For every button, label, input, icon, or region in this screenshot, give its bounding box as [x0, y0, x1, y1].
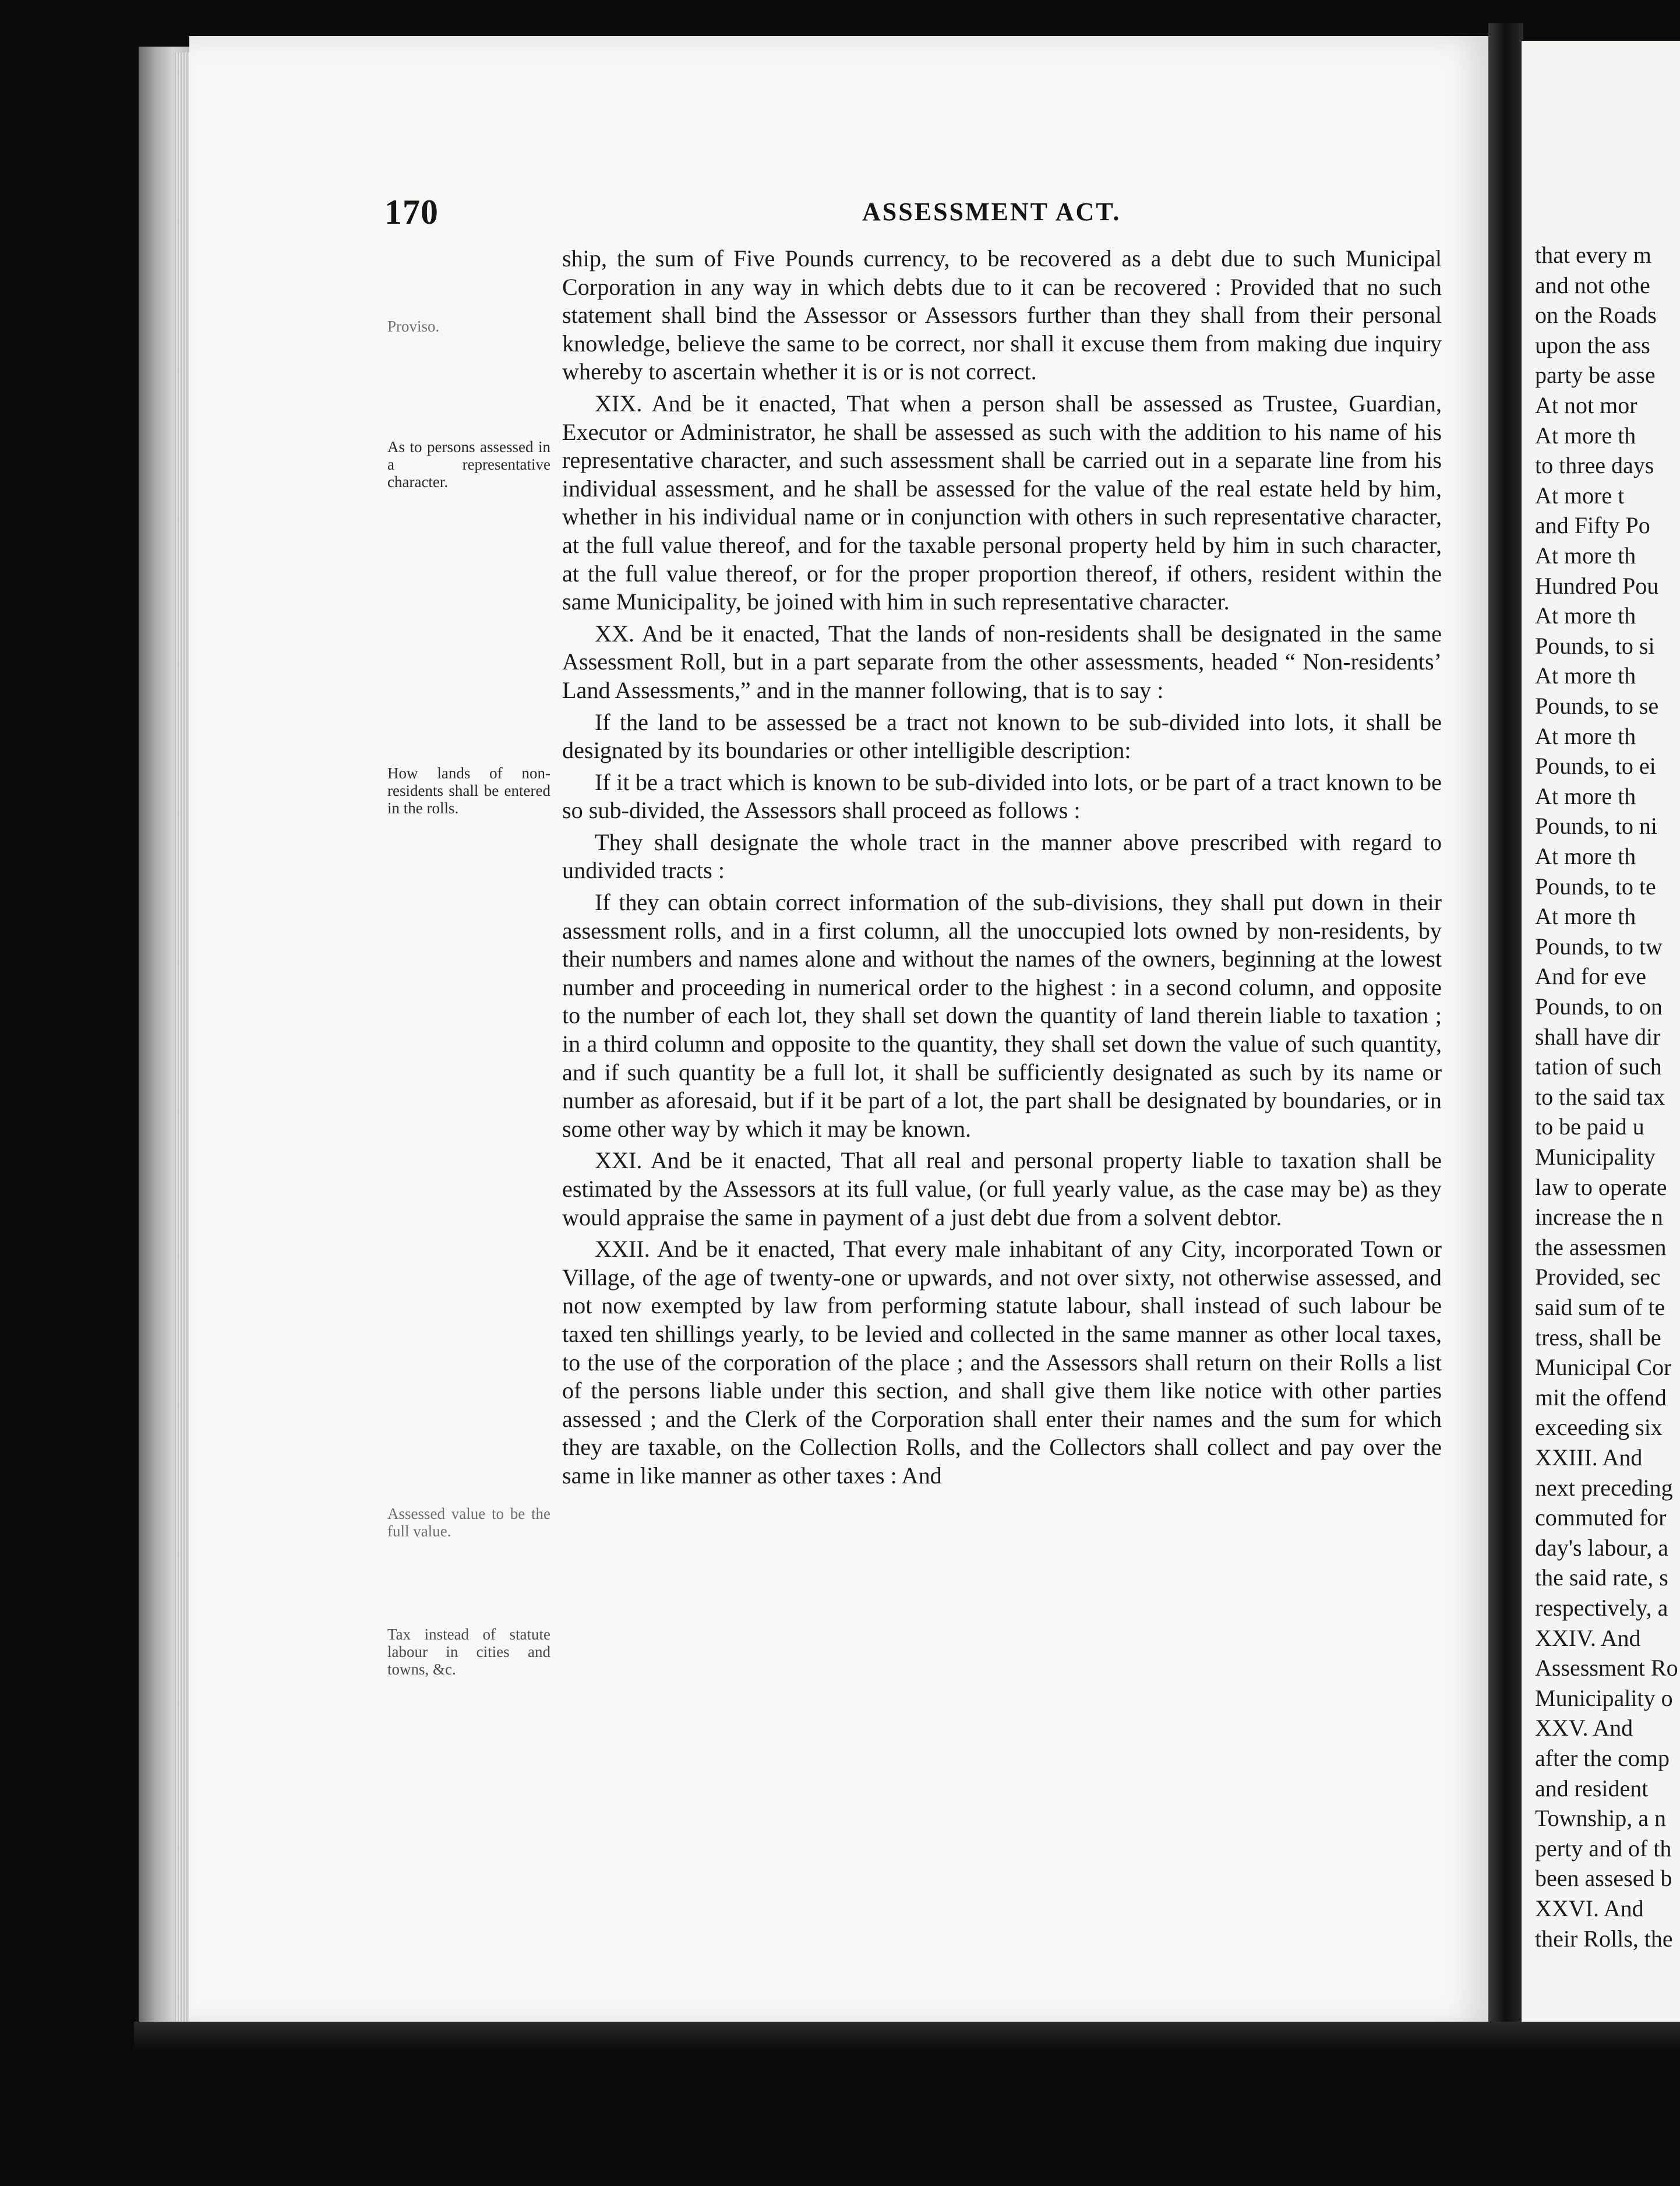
right-page-line: Pounds, to se: [1535, 693, 1659, 719]
right-page-line: Pounds, to on: [1535, 993, 1663, 1020]
paragraph-designate-whole: They shall designate the whole tract in the manner above prescribed with regard to undivided tracts :: [562, 828, 1442, 884]
right-page-line: Assessment Ro: [1535, 1655, 1678, 1681]
right-page-line: Pounds, to ei: [1535, 753, 1656, 780]
bottom-shadow: [134, 2022, 1680, 2051]
right-page-line: party be asse: [1535, 362, 1656, 389]
right-page-line: Township, a n: [1535, 1805, 1666, 1832]
right-page-line: Pounds, to te: [1535, 873, 1656, 900]
side-note-representative: As to persons assessed in a representative character.: [387, 438, 550, 491]
right-page-line: At more th: [1535, 782, 1636, 809]
right-page-line: after the comp: [1535, 1745, 1670, 1771]
right-page-line: that every m: [1535, 242, 1651, 268]
side-note-assessed-value: Assessed value to be the full value.: [387, 1505, 550, 1540]
side-note-statute-labour: Tax instead of statute labour in cities and towns, &c.: [387, 1626, 550, 1678]
side-note-non-residents: How lands of non-residents shall be entered in the rolls.: [387, 764, 550, 817]
right-page-line: shall have dir: [1535, 1023, 1661, 1050]
right-page-line: respectively, a: [1535, 1595, 1668, 1621]
right-page-line: At more th: [1535, 602, 1636, 629]
right-page-line: the said rate, s: [1535, 1564, 1668, 1591]
right-page-line: law to operate: [1535, 1173, 1667, 1200]
right-page-line: XXIII. And: [1535, 1444, 1643, 1471]
right-page-line: Municipality: [1535, 1144, 1656, 1170]
right-page-line: upon the ass: [1535, 332, 1650, 358]
right-page-line: Provided, sec: [1535, 1264, 1661, 1291]
right-page-line: next preceding: [1535, 1474, 1673, 1501]
right-page-line: exceeding six: [1535, 1414, 1663, 1441]
book-gutter: [1488, 23, 1523, 2028]
right-page-line: the assessmen: [1535, 1233, 1667, 1260]
right-page-line: commuted for: [1535, 1504, 1667, 1531]
page-number: 170: [384, 193, 439, 231]
main-text-column: [562, 245, 1442, 1490]
right-page-line: Pounds, to tw: [1535, 933, 1663, 960]
right-page-line: said sum of te: [1535, 1294, 1665, 1320]
right-page-line: perty and of th: [1535, 1835, 1672, 1861]
right-page-line: day's labour, a: [1535, 1534, 1668, 1561]
right-page-line: to three days: [1535, 452, 1654, 479]
right-page-line: At more th: [1535, 843, 1636, 869]
running-head: ASSESSMENT ACT.: [862, 198, 1121, 226]
right-page-line: on the Roads: [1535, 302, 1657, 329]
right-page-line: And for eve: [1535, 963, 1647, 990]
paragraph-section-xx: XX. And be it enacted, That the lands of non-residents shall be designated in the same Assessment Roll, but in a part separate from the other assessments, headed “ Non-residents’ Land Assessments,” and in the manner following, that is to say :: [562, 620, 1442, 703]
right-page-line: increase the n: [1535, 1204, 1663, 1230]
right-page-line: and Fifty Po: [1535, 512, 1650, 539]
paragraph-section-xxii: XXII. And be it enacted, That every male inhabitant of any City, incorporated Town or Village, of the age of twenty-one or upwards, and not over sixty, not otherwise assessed, and not now exempted by law from performing statute labour, shall instead of such labour be taxed ten shillings yearly, to be levied and collected in the same manner as other local taxes, to the use of the corporation of the place ; and the Assessors shall return on their Rolls a list of the persons liable under this section, and shall give them like notice with other parties assessed ; and the Clerk of the Corporation shall enter their names and the sum for which they are taxable, on the Collection Rolls, and the Collectors shall collect and pay over the same in like manner as other taxes : And: [562, 1236, 1442, 1489]
right-page-line: XXVI. And: [1535, 1895, 1644, 1921]
right-page-line: to be paid u: [1535, 1113, 1644, 1140]
right-page-line: been assesed b: [1535, 1865, 1672, 1892]
right-page-line: At not mor: [1535, 392, 1637, 418]
paragraph-subdivided-tract: If it be a tract which is known to be sub-divided into lots, or be part of a tract known to be so sub-divided, the Assessors shall proceed as follows :: [562, 768, 1442, 824]
right-page-line: their Rolls, the: [1535, 1925, 1673, 1952]
right-page-line: At more th: [1535, 722, 1636, 749]
right-page-line: At more th: [1535, 662, 1636, 689]
right-page-line: mit the offend: [1535, 1384, 1667, 1411]
right-page-line: Pounds, to ni: [1535, 813, 1658, 840]
right-page-line: to the said tax: [1535, 1083, 1665, 1110]
right-page-line: XXIV. And: [1535, 1624, 1641, 1651]
right-page-line: tation of such: [1535, 1053, 1662, 1080]
paragraph-undivided-tract: If the land to be assessed be a tract not known to be sub-divided into lots, it shall be designated by its boundaries or other intelligible description:: [562, 708, 1442, 764]
right-page-line: Pounds, to si: [1535, 632, 1655, 659]
right-page-line: At more th: [1535, 422, 1636, 449]
right-page-line: At more th: [1535, 903, 1636, 930]
paragraph-continuation: ship, the sum of Five Pounds currency, to be recovered as a debt due to such Municipal Corporation in any way in which debts due to it can be recovered : Provided that no such statement shall bind the Assessor or Assessors further than they shall from their personal knowledge, believe the same to be correct, nor shall it excuse them from making due inquiry whereby to ascertain whether it is or is not correct.: [562, 245, 1442, 385]
right-page-line: Municipality o: [1535, 1684, 1673, 1711]
paragraph-section-xxi: XXI. And be it enacted, That all real and personal property liable to taxation shall be estimated by the Assessors at its full value, (or full yearly value, as the case may be) as they would appraise the same in payment of a just debt due from a solvent debtor.: [562, 1147, 1442, 1230]
right-page-line: and resident: [1535, 1775, 1649, 1801]
right-page-line: Municipal Cor: [1535, 1354, 1672, 1381]
right-page-line: Hundred Pou: [1535, 572, 1659, 599]
right-page-line: XXV. And: [1535, 1715, 1633, 1741]
right-page-line: tress, shall be: [1535, 1324, 1661, 1351]
right-page-line: and not othe: [1535, 272, 1650, 298]
right-page-line: At more th: [1535, 542, 1636, 569]
paragraph-subdivision-columns: If they can obtain correct information of the sub-divisions, they shall put down in their assessment rolls, and in a first column, all the unoccupied lots owned by non-residents, by their numbers and names alone and without the names of the owners, beginning at the lowest number and proceeding in numerical order to the highest : in a second column, and opposite to the number of each lot, they shall set down the quantity of land therein liable to taxation ; in a third column and opposite to the quantity, they shall set down the value of such quantity, and if such quantity be a full lot, it shall be sufficiently designated as such by its name or number as aforesaid, but if it be part of a lot, the part shall be designated by boundaries, or in some other way by which it may be known.: [562, 889, 1442, 1142]
side-note-proviso: Proviso.: [387, 318, 440, 335]
right-page-line: At more t: [1535, 482, 1625, 509]
paragraph-section-xix: XIX. And be it enacted, That when a person shall be assessed as Trustee, Guardian, Executor or Administrator, he shall be assessed as such with the addition to his name of his representative character, and such assessment shall be carried out in a separate line from his individual assessment, and he shall be assessed for the value of the real estate held by him, whether in his individual name or in conjunction with others in such representative character, at the full value thereof, and for the taxable personal property held by him in such character, at the full value thereof, or for the proper proportion thereof, if others, resident within the same Municipality, be joined with him in such representative character.: [562, 390, 1442, 615]
